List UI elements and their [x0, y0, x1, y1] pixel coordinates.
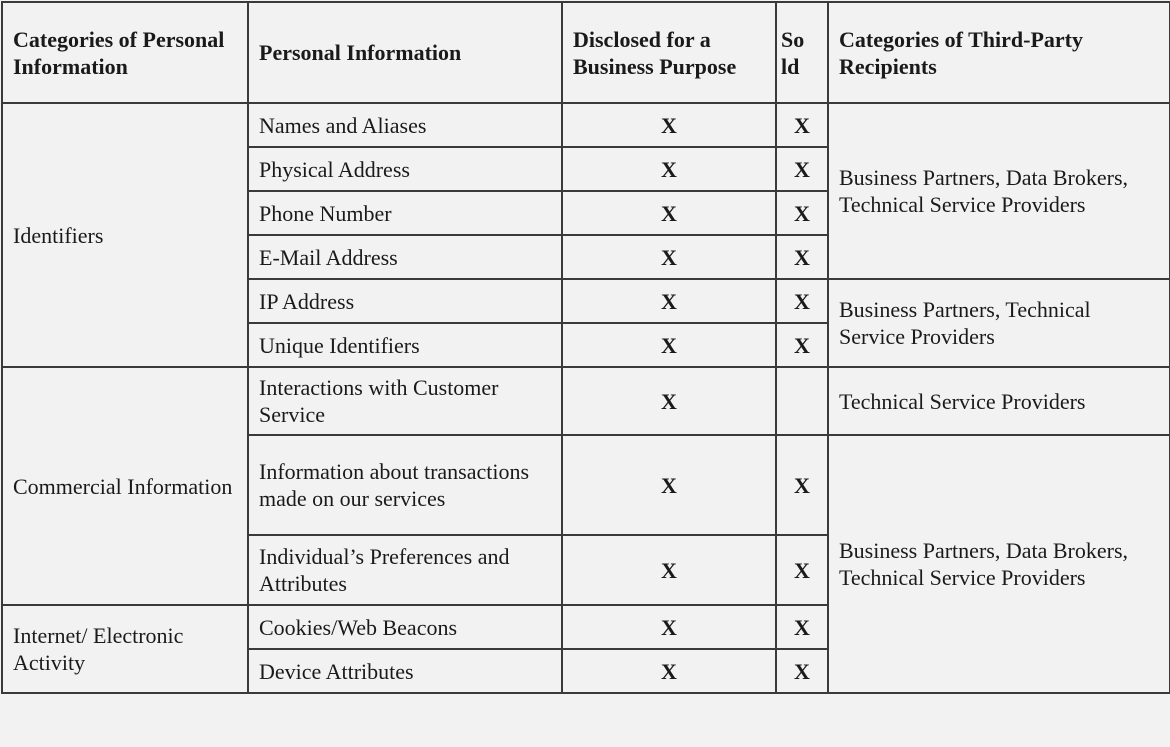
disclosed-cell: X — [562, 235, 776, 279]
recipients-cell: Business Partners, Technical Service Providers — [828, 279, 1170, 367]
info-cell: Names and Aliases — [248, 103, 562, 147]
disclosed-cell: X — [562, 103, 776, 147]
info-cell: IP Address — [248, 279, 562, 323]
disclosure-table — [1, 1, 1170, 694]
info-cell: Individual’s Preferences and Attributes — [248, 535, 562, 605]
recipients-cell: Business Partners, Data Brokers, Technical Service Providers — [828, 103, 1170, 279]
sold-cell: X — [776, 605, 828, 649]
disclosed-cell: X — [562, 605, 776, 649]
category-commercial: Commercial Information — [2, 367, 248, 605]
header-personal-information: Personal Information — [248, 2, 562, 103]
info-cell: Interactions with Customer Service — [248, 367, 562, 435]
info-cell: Unique Identifiers — [248, 323, 562, 367]
header-disclosed: Disclosed for a Business Purpose — [562, 2, 776, 103]
recipients-cell: Business Partners, Data Brokers, Technical Service Providers — [828, 435, 1170, 693]
info-cell: Cookies/Web Beacons — [248, 605, 562, 649]
table-row — [2, 367, 1170, 435]
disclosed-cell: X — [562, 191, 776, 235]
sold-cell: X — [776, 649, 828, 693]
sold-cell: X — [776, 147, 828, 191]
sold-cell: X — [776, 191, 828, 235]
category-internet: Internet/ Electronic Activity — [2, 605, 248, 693]
sold-cell — [776, 367, 828, 435]
header-sold: So ld — [776, 2, 828, 103]
info-cell: Physical Address — [248, 147, 562, 191]
disclosed-cell: X — [562, 535, 776, 605]
header-recipients: Categories of Third-Party Recipients — [828, 2, 1170, 103]
disclosed-cell: X — [562, 367, 776, 435]
category-identifiers: Identifiers — [2, 103, 248, 367]
header-row — [2, 2, 1170, 103]
sold-cell: X — [776, 279, 828, 323]
disclosed-cell: X — [562, 147, 776, 191]
info-cell: Information about transactions made on our services — [248, 435, 562, 535]
disclosed-cell: X — [562, 279, 776, 323]
table-row — [2, 103, 1170, 147]
disclosed-cell: X — [562, 649, 776, 693]
sold-cell: X — [776, 103, 828, 147]
recipients-cell: Technical Service Providers — [828, 367, 1170, 435]
disclosed-cell: X — [562, 435, 776, 535]
header-category: Categories of Personal Information — [2, 2, 248, 103]
sold-cell: X — [776, 535, 828, 605]
sold-cell: X — [776, 235, 828, 279]
info-cell: Device Attributes — [248, 649, 562, 693]
sold-cell: X — [776, 323, 828, 367]
disclosed-cell: X — [562, 323, 776, 367]
info-cell: E-Mail Address — [248, 235, 562, 279]
info-cell: Phone Number — [248, 191, 562, 235]
sold-cell: X — [776, 435, 828, 535]
